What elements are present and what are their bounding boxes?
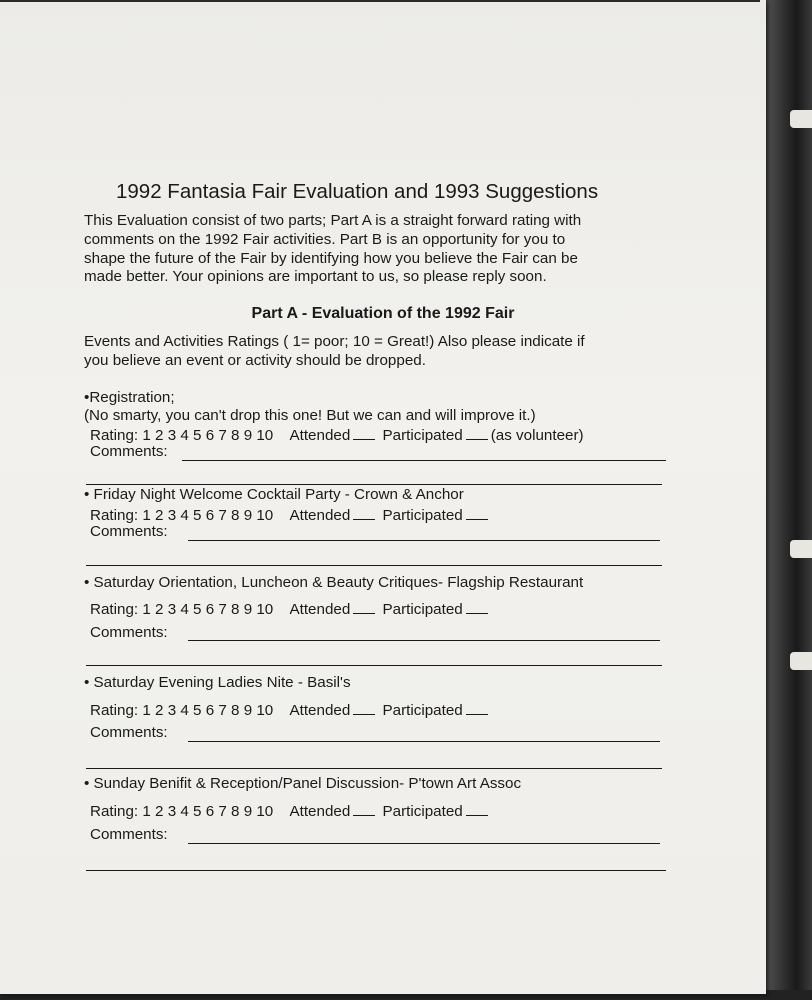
attended-label: Attended [289, 803, 351, 820]
rating-label: Rating: [90, 702, 139, 719]
participated-label: Participated [382, 507, 463, 524]
attended-blank[interactable] [353, 700, 375, 715]
attended-blank[interactable] [353, 425, 375, 440]
attended-label: Attended [289, 702, 351, 719]
comments-label: Comments: [90, 624, 168, 641]
instructions-line: you believe an event or activity should be dropped. [84, 352, 426, 369]
rating-scale[interactable]: 1 2 3 4 5 6 7 8 9 10 [142, 507, 274, 524]
section-note-registration: (No smarty, you can't drop this one! But we can and will improve it.) [84, 407, 536, 424]
binder-edge [760, 0, 812, 1000]
comments-line[interactable] [86, 870, 666, 871]
comments-line[interactable] [182, 460, 666, 461]
rating-row [90, 425, 584, 444]
binder-notch [790, 110, 812, 128]
rating-label: Rating: [90, 803, 139, 820]
participated-blank[interactable] [466, 505, 488, 520]
section-title-friday: • Friday Night Welcome Cocktail Party - Crown & Anchor [84, 486, 464, 503]
comments-label: Comments: [90, 724, 168, 741]
participated-label: Participated [382, 702, 463, 719]
intro-line: shape the future of the Fair by identifying how you believe the Fair can be [84, 250, 578, 267]
binder-notch [790, 652, 812, 670]
comments-line[interactable] [86, 768, 662, 769]
participated-blank[interactable] [466, 599, 488, 614]
attended-blank[interactable] [353, 599, 375, 614]
comments-line[interactable] [188, 741, 660, 742]
participated-blank[interactable] [466, 700, 488, 715]
section-title-saturday-orientation: • Saturday Orientation, Luncheon & Beauty Critiques- Flagship Restaurant [84, 574, 584, 591]
participated-label: Participated [382, 601, 463, 618]
participated-label: Participated [382, 803, 463, 820]
rating-scale[interactable]: 1 2 3 4 5 6 7 8 9 10 [142, 702, 274, 719]
comments-line[interactable] [86, 484, 662, 485]
participated-blank[interactable] [466, 425, 488, 440]
attended-blank[interactable] [353, 801, 375, 816]
instructions-line: Events and Activities Ratings ( 1= poor; 10 = Great!) Also please indicate if [84, 333, 585, 350]
attended-label: Attended [289, 601, 351, 618]
intro-line: comments on the 1992 Fair activities. Part B is an opportunity for you to [84, 231, 566, 248]
attended-label: Attended [289, 427, 351, 444]
intro-line: made better. Your opinions are important to us, so please reply soon. [84, 268, 547, 285]
rating-scale[interactable]: 1 2 3 4 5 6 7 8 9 10 [142, 803, 274, 820]
page-top-edge [0, 0, 760, 2]
document-title: 1992 Fantasia Fair Evaluation and 1993 Suggestions [116, 180, 599, 203]
section-title-ladies-nite: • Saturday Evening Ladies Nite - Basil's [84, 674, 351, 691]
comments-label: Comments: [90, 443, 168, 460]
rating-row [90, 801, 491, 820]
comments-label: Comments: [90, 523, 168, 540]
comments-line[interactable] [188, 843, 660, 844]
comments-line[interactable] [188, 540, 660, 541]
attended-blank[interactable] [353, 505, 375, 520]
rating-row [90, 505, 491, 524]
rating-label: Rating: [90, 507, 139, 524]
rating-row [90, 599, 491, 618]
participated-blank[interactable] [466, 801, 488, 816]
rating-row [90, 700, 491, 719]
comments-line[interactable] [86, 665, 662, 666]
intro-line: This Evaluation consist of two parts; Part A is a straight forward rating with [84, 212, 582, 229]
section-title-sunday-benifit: • Sunday Benifit & Reception/Panel Discussion- P'town Art Assoc [84, 775, 522, 792]
binder-notch [790, 540, 812, 558]
comments-line[interactable] [188, 640, 660, 641]
attended-label: Attended [289, 507, 351, 524]
participated-label: Participated [382, 427, 463, 444]
comments-label: Comments: [90, 826, 168, 843]
section-title-registration: •Registration; [84, 389, 175, 406]
rating-scale[interactable]: 1 2 3 4 5 6 7 8 9 10 [142, 427, 274, 444]
part-a-heading: Part A - Evaluation of the 1992 Fair [251, 305, 515, 322]
rating-label: Rating: [90, 601, 139, 618]
rating-scale[interactable]: 1 2 3 4 5 6 7 8 9 10 [142, 601, 274, 618]
rating-label: Rating: [90, 427, 139, 444]
volunteer-note: (as volunteer) [490, 427, 584, 444]
comments-line[interactable] [86, 565, 662, 566]
